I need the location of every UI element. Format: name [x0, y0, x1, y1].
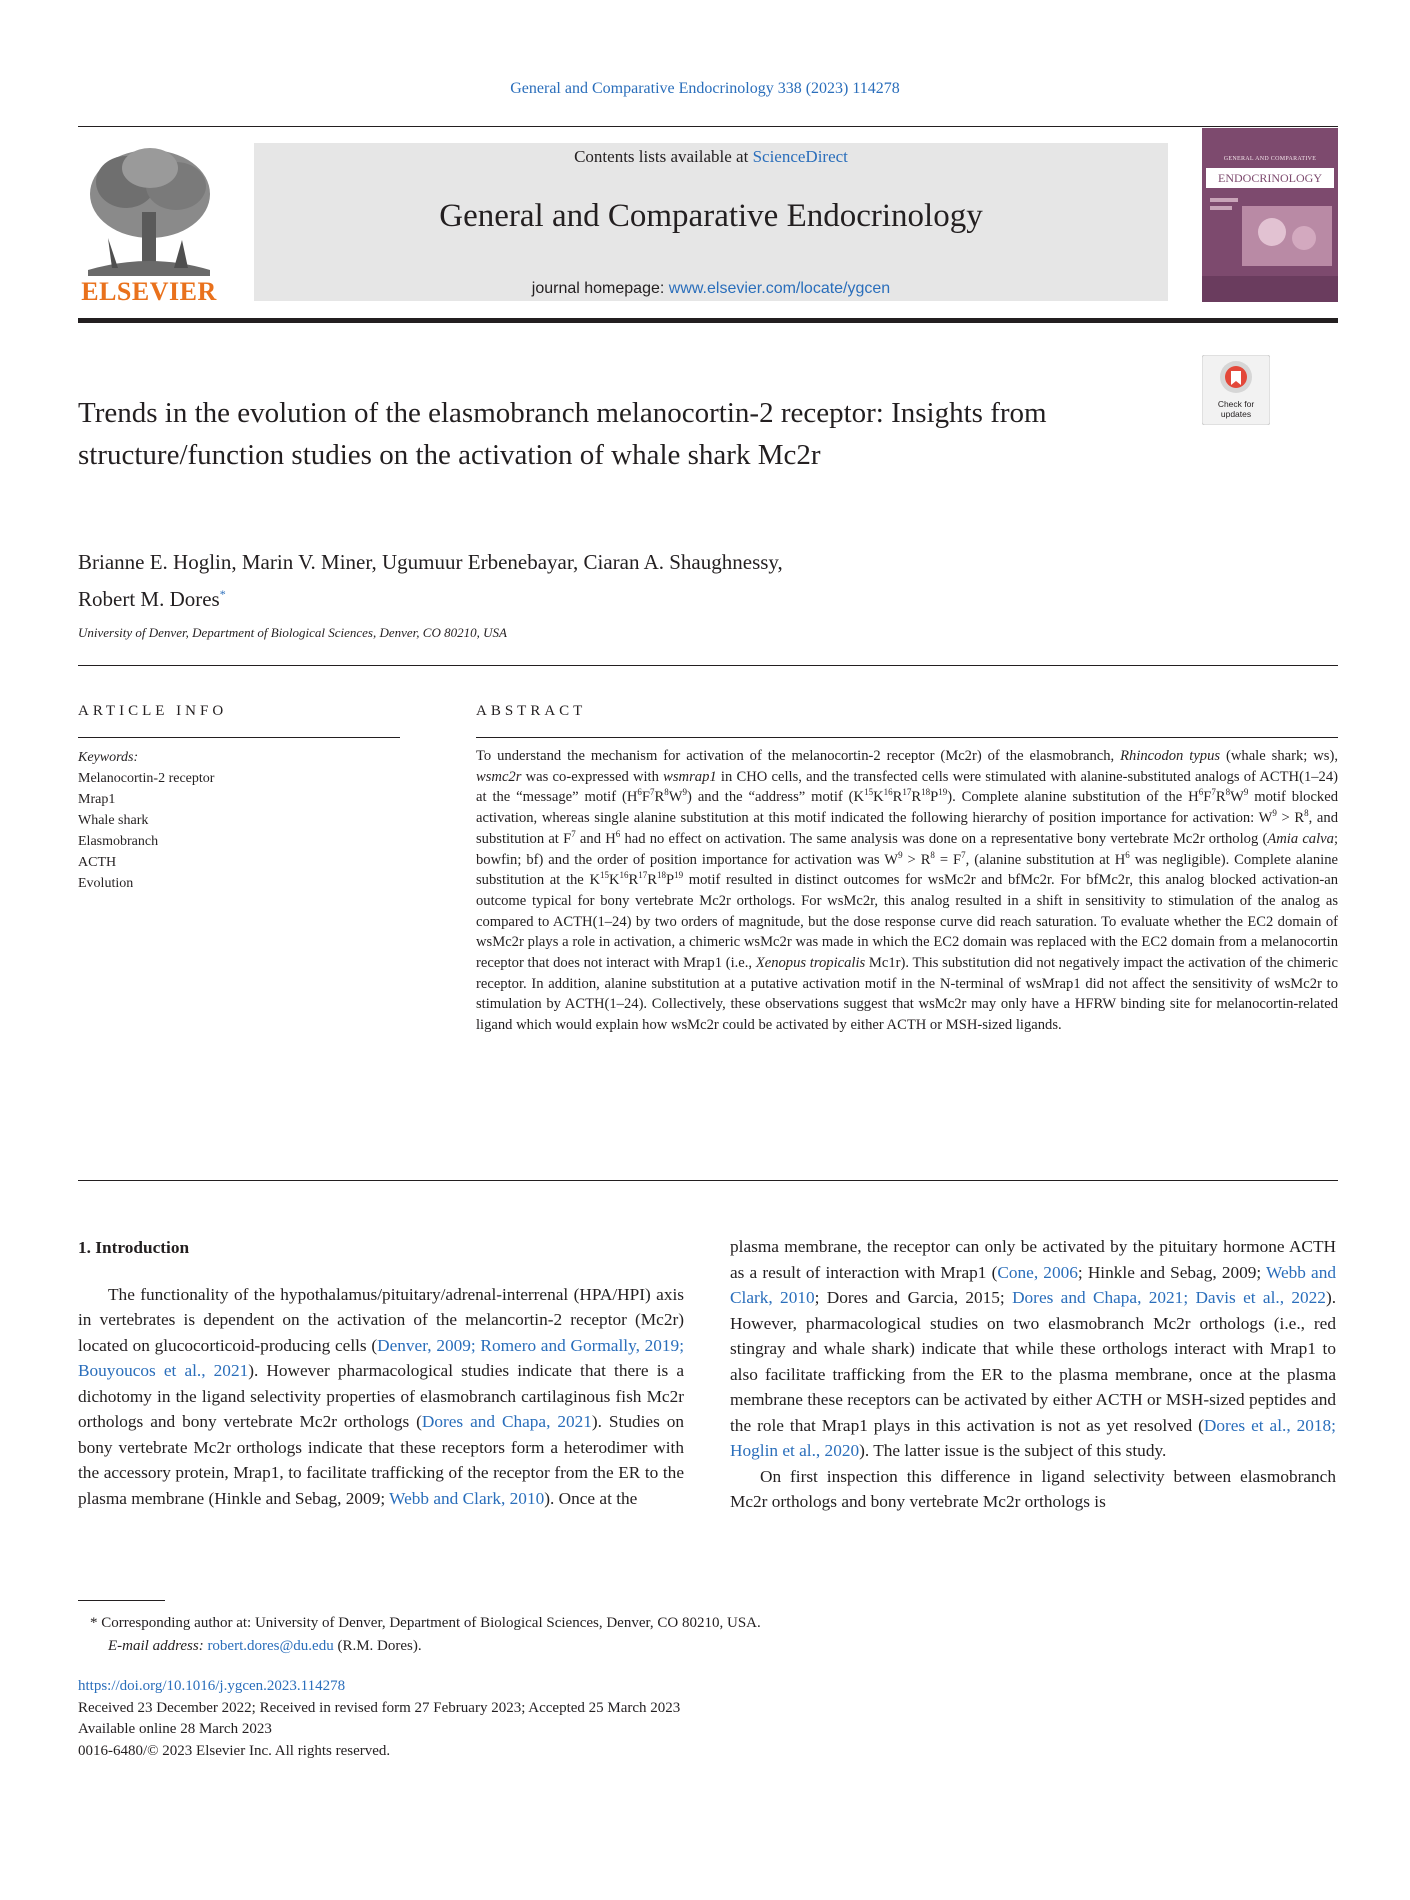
intro-paragraph-2: On first inspection this difference in ligand selectivity between elasmobranch Mc2r orthologs and bony vertebrate Mc2r orthologs is — [730, 1466, 1336, 1511]
cover-title: ENDOCRINOLOGY — [1206, 168, 1334, 188]
author-list — [78, 546, 1078, 615]
cover-art — [1202, 192, 1338, 302]
article-title: Trends in the evolution of the elasmobranch melanocortin-2 receptor: Insights from structure/function studies on the activation of whale shark Mc2r — [78, 397, 1047, 471]
citation-link[interactable]: Cone, 2006 — [997, 1262, 1078, 1282]
email-suffix: (R.M. Dores). — [333, 1638, 422, 1654]
corresponding-author-link[interactable]: * — [219, 587, 226, 601]
citation-link[interactable]: Webb and Clark, 2010 — [730, 1262, 1336, 1307]
affiliation: University of Denver, Department of Biological Sciences, Denver, CO 80210, USA — [78, 625, 507, 640]
homepage-line — [254, 280, 1168, 298]
homepage-prefix: journal homepage: — [531, 280, 669, 297]
header-bottom-rule — [78, 318, 1338, 323]
keyword-item: Melanocortin-2 receptor — [78, 771, 215, 786]
received-dates: Received 23 December 2022; Received in revised form 27 February 2023; Accepted 25 March 2023 — [78, 1699, 681, 1716]
keyword-item: Mrap1 — [78, 792, 116, 807]
citation-link[interactable]: Webb and Clark, 2010 — [389, 1488, 545, 1508]
journal-name: General and Comparative Endocrinology — [439, 198, 983, 234]
check-for-label: Check for — [1217, 399, 1255, 409]
citation-link[interactable]: Dores and Chapa, 2021 — [421, 1412, 592, 1431]
elsevier-wordmark: ELSEVIER — [81, 277, 217, 306]
footnote-rule — [78, 1600, 165, 1601]
sciencedirect-link[interactable]: ScienceDirect — [752, 147, 848, 166]
pre-abstract-rule — [78, 665, 1338, 666]
intro-paragraph-1-continued: plasma membrane, the receptor can only be activated by the pituitary hormone ACTH as a result of interaction with Mrap1 (Cone, 2006; Hinkle and Sebag, 2009; Webb and Clark, 2010; Dores and Garcia, 2015; Dores and Chapa, 2021; Davis et al., 2022). However, pharmacological studies on two elasmobranch Mc2r orthologs (i.e., red stingray and whale shark) indicate that while these orthologs interact with Mrap1 to also facilitate trafficking from the ER to the plasma membrane, once at the plasma membrane these receptors can be activated by either ACTH or MSH-sized peptides and the role that Mrap1 plays in this activation is not as yet resolved (Dores et al., 2018; Hoglin et al., 2020). The latter issue is the subject of this study. — [730, 1237, 1337, 1460]
copyright-line: 0016-6480/© 2023 Elsevier Inc. All rights reserved. — [78, 1742, 391, 1759]
abstract-rule — [476, 737, 1338, 738]
citation-link[interactable]: Denver, 2009; Romero and Gormally, 2019; Bouyoucos et al., 2021 — [78, 1335, 684, 1380]
journal-reference-link[interactable]: General and Comparative Endocrinology 338 (2023) 114278 — [510, 80, 900, 97]
updates-label: updates — [1220, 409, 1252, 419]
abstract-text: To understand the mechanism for activation of the melanocortin-2 receptor (Mc2r) of the elasmobranch, Rhincodon typus (whale shark; ws), wsmc2r was co-expressed with wsmrap1 in CHO cells, and the transfected cells were stimulated with alanine-substituted analogs of ACTH(1–24) at the “message” motif $(H^6F^7R^8W^9)$ and the “address” motif $(K^{15}K^{16}R^{17}R^{18}P^{19})$. Complete alanine substitution of the $H^6F^7R^8W^9$ motif blocked activation, whereas single alanine substitution at this motif indicated the following hierarchy of position importance for activation: $W^9 > R^8$, and substitution at $F^7$ and $H^6$ had no effect on activation. The same analysis was done on a representative bony vertebrate Mc2r ortholog (Amia calva; bowfin; bf) and the order of position importance for activation was $W^9 > R^8 = F^7$, (alanine substitution at $H^6$ was negligible). Complete alanine substitution at the $K^{15}K^{16}R^{17}R^{18}P^{19}$ motif resulted in distinct outcomes for wsMc2r and bfMc2r. For bfMc2r, this analog blocked activation-an outcome typical for bony vertebrate Mc2r orthologs. For wsMc2r, this analog resulted in a shift in sensitivity to stimulation of the analog as compared to ACTH(1–24) by two orders of magnitude, but the dose response curve did reach saturation. To evaluate whether the EC2 domain of wsMc2r plays a role in activation, a chimeric wsMc2r was made in which the EC2 domain was replaced with the EC2 domain from a melanocortin receptor that does not interact with Mrap1 (i.e., Xenopus tropicalis Mc1r). This substitution did not negatively impact the activation of the chimeric receptor. In addition, alanine substitution at a putative activation motif in the N-terminal of wsMrap1 did not affect the sensitivity of wsMc2r to stimulation by ACTH(1–24). Collectively, these observations suggest that wsMc2r may only have a HFRW binding site for melanocortin-related ligand which would explain how wsMc2r could be activated by either ACTH or MSH-sized ligands. — [476, 748, 1339, 1034]
journal-cover-thumbnail[interactable] — [1202, 128, 1338, 302]
contents-prefix: Contents lists available at — [574, 147, 753, 166]
keyword-item: Elasmobranch — [78, 834, 159, 849]
post-abstract-rule — [78, 1180, 1338, 1181]
author-email-link[interactable]: robert.dores@du.edu — [207, 1638, 334, 1654]
abstract-heading: ABSTRACT — [476, 703, 587, 719]
keyword-item: Evolution — [78, 876, 134, 891]
contents-line — [254, 147, 1168, 167]
publication-info — [78, 1676, 1338, 1762]
authors-line-2: Robert M. Dores — [78, 587, 220, 611]
header-top-rule — [78, 126, 1338, 127]
intro-right-column — [730, 1234, 1336, 1515]
citation-link[interactable]: Dores et al., 2018; Hoglin et al., 2020 — [730, 1415, 1336, 1460]
citation-link[interactable]: Dores and Chapa, 2021; Davis et al., 2022 — [1012, 1288, 1326, 1307]
authors-line-1: Brianne E. Hoglin, Marin V. Miner, Ugumuur Erbenebayar, Ciaran A. Shaughnessy, — [78, 550, 783, 574]
intro-left-column — [78, 1235, 684, 1511]
article-info-heading: ARTICLE INFO — [78, 703, 228, 719]
keywords-block — [78, 747, 400, 894]
intro-paragraph-1: The functionality of the hypothalamus/pituitary/adrenal-interrenal (HPA/HPI) axis in vertebrates is dependent on the activation of the melancortin-2 receptor (Mc2r) located on glucocorticoid-producing cells (Denver, 2009; Romero and Gormally, 2019; Bouyoucos et al., 2021). However pharmacological studies indicate that there is a dichotomy in the ligand selectivity properties of elasmobranch cartilaginous fish Mc2r orthologs and bony vertebrate Mc2r orthologs (Dores and Chapa, 2021). Studies on bony vertebrate Mc2r orthologs indicate that these receptors form a heterodimer with the accessory protein, Mrap1, to facilitate trafficking of the receptor from the ER to the plasma membrane (Hinkle and Sebag, 2009; Webb and Clark, 2010). Once at the — [78, 1284, 684, 1508]
keyword-item: ACTH — [78, 855, 117, 870]
keywords-label: Keywords: — [78, 750, 139, 765]
email-label: E-mail address: — [108, 1638, 204, 1654]
corresponding-author-footnote — [78, 1612, 1338, 1658]
article-info-rule — [78, 737, 400, 738]
doi-link[interactable]: https://doi.org/10.1016/j.ygcen.2023.114278 — [78, 1678, 346, 1694]
check-for-updates-label — [1202, 399, 1270, 419]
footnote-text: Corresponding author at: University of Denver, Department of Biological Sciences, Denver, CO 80210, USA. — [97, 1615, 761, 1631]
available-online-date: Available online 28 March 2023 — [78, 1721, 272, 1737]
journal-homepage-link[interactable]: www.elsevier.com/locate/ygcen — [668, 280, 891, 297]
cover-header: GENERAL AND COMPARATIVE — [1223, 156, 1317, 162]
introduction-heading: 1. Introduction — [78, 1238, 190, 1257]
footnote-mark: * — [90, 1615, 98, 1631]
keyword-item: Whale shark — [78, 813, 149, 828]
